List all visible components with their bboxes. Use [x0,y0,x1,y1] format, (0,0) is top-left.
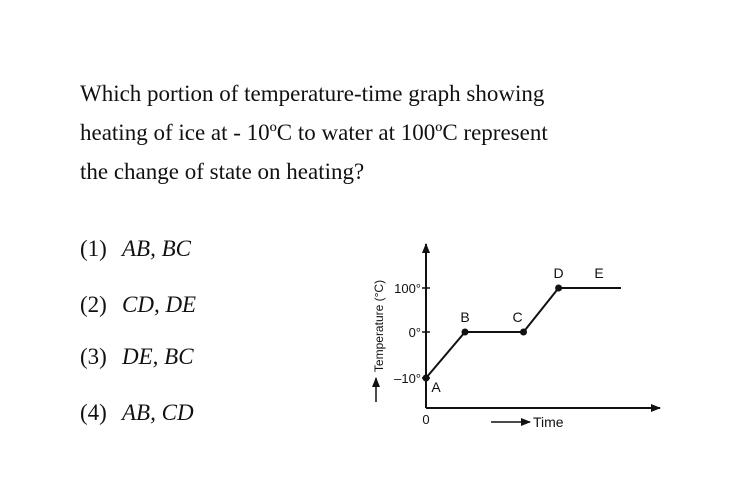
point-label-b: B [460,309,470,325]
point-d [555,285,562,292]
y-tick-label: –10° [394,371,421,386]
question-line-3: the change of state on heating? [80,159,365,184]
option-4-number: (4) [80,400,107,425]
option-1-text: AB, BC [122,236,191,261]
x-axis-label: Time [533,414,564,430]
point-b [462,329,469,336]
point-label-d: D [553,265,564,281]
option-2-text: CD, DE [122,292,197,317]
y-tick-label: 100° [394,281,421,296]
option-2-number: (2) [80,292,107,317]
point-label-a: A [431,379,441,395]
y-axis-label: Temperature (°C) [372,279,386,373]
y-tick-label: 0° [408,325,421,340]
point-a [423,375,430,382]
point-label-e: E [594,265,604,281]
option-4-text: AB, CD [122,400,194,425]
option-1-number: (1) [80,236,107,261]
point-label-c: C [512,309,523,325]
y-axis-title [372,280,386,372]
option-3-number: (3) [80,344,107,369]
curve-points [423,265,604,395]
origin-label: 0 [422,412,430,427]
question-line-1: Which portion of temperature-time graph showing [80,81,545,106]
question-line-2: heating of ice at - 10ºC to water at 100ºC represent [80,120,548,145]
point-c [520,329,527,336]
y-ticks [394,281,430,386]
option-3-text: DE, BC [122,344,194,369]
